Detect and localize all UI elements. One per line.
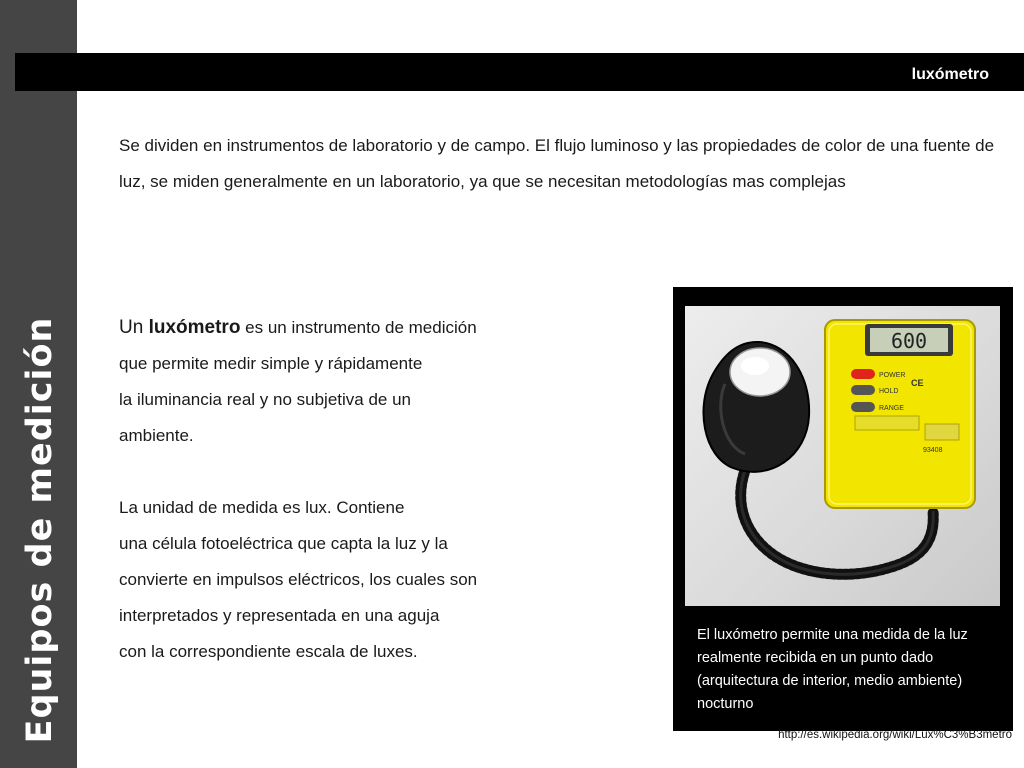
header-bar [15, 53, 1024, 91]
body-line: convierte en impulsos eléctricos, los cuales son [119, 570, 478, 589]
luxmeter-photo [685, 306, 1000, 606]
range-button [851, 402, 875, 412]
body-text [119, 310, 589, 670]
page-title: luxómetro [911, 66, 989, 83]
body-line: que permite medir simple y rápidamente [119, 354, 423, 373]
sidebar [0, 0, 77, 768]
figure-caption: El luxómetro permite una medida de la luz realmente recibida en un punto dado (arquitectura de interior, medio ambiente) nocturno [697, 627, 968, 712]
power-label: POWER [879, 372, 906, 379]
body-line: La unidad de medida es lux. Contiene [119, 498, 405, 517]
luxmeter-illustration [685, 306, 1000, 606]
body-line: ambiente. [119, 426, 194, 445]
hold-button [851, 385, 875, 395]
body-line: una célula fotoeléctrica que capta la luz y la [119, 534, 448, 553]
sidebar-title: Equipos de medición [20, 316, 60, 744]
ce-mark: CE [911, 378, 924, 388]
hold-label: HOLD [879, 388, 899, 395]
intro-paragraph: Se dividen en instrumentos de laboratorio y de campo. El flujo luminoso y las propiedades de color de una fuente de luz, se miden generalmente en un laboratorio, ya que se necesitan metodologías mas complejas [119, 136, 995, 191]
body-bold-term: luxómetro [148, 317, 241, 338]
body-line-rest: es un instrumento de medición [240, 318, 477, 337]
power-button [851, 369, 875, 379]
body-line: la iluminancia real y no subjetiva de un [119, 390, 412, 409]
figure-box [673, 287, 1013, 731]
source-link[interactable]: http://es.wikipedia.org/wiki/Lux%C3%B3metro [778, 729, 1012, 741]
display-reading: 600 [890, 329, 928, 353]
body-line: interpretados y representada en una aguja [119, 606, 440, 625]
body-prefix: Un [119, 317, 149, 338]
body-line [119, 310, 589, 346]
model-label: 93408 [923, 447, 943, 454]
paragraph-gap [119, 454, 589, 490]
range-label: RANGE [879, 405, 904, 412]
body-line: con la correspondiente escala de luxes. [119, 642, 418, 661]
